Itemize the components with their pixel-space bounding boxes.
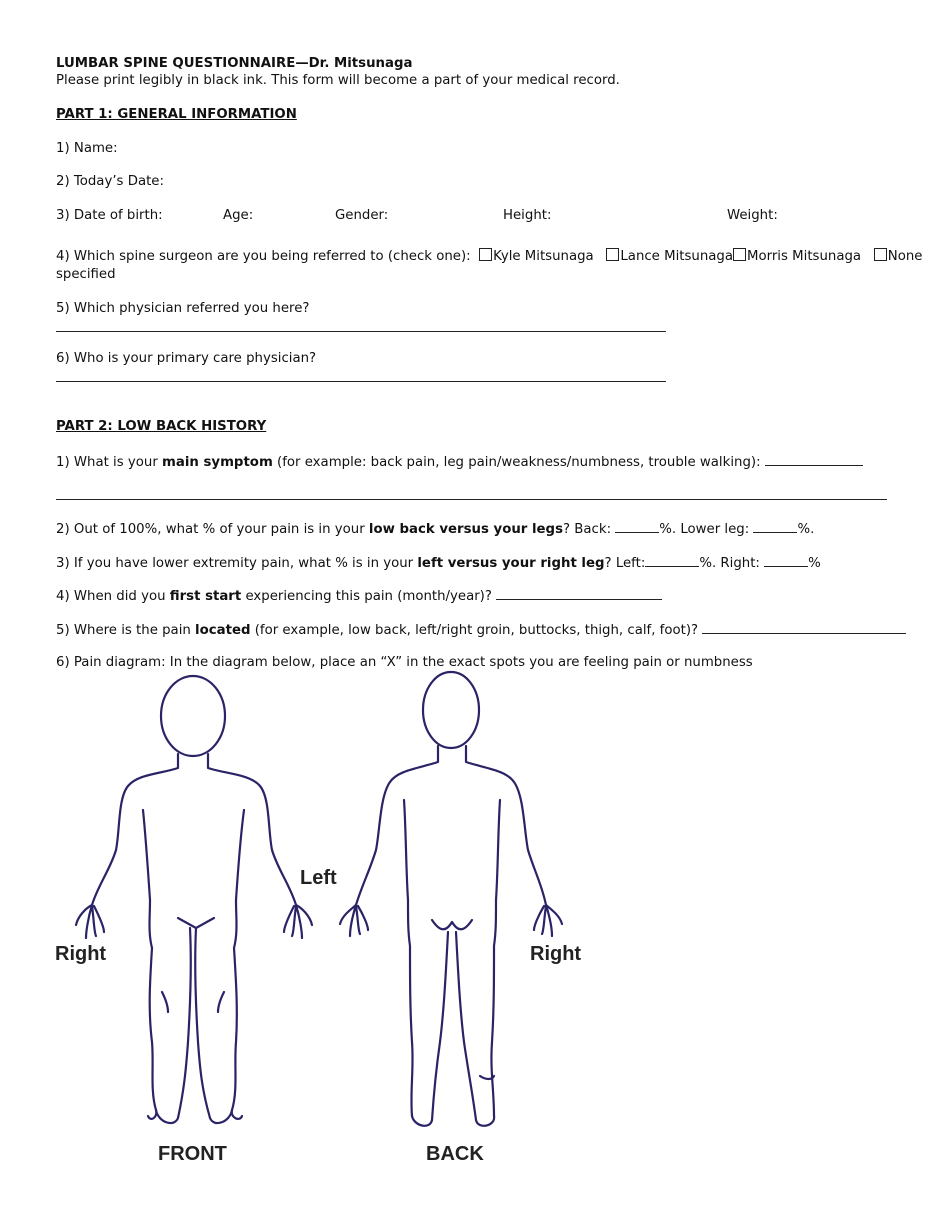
first-start-question	[56, 587, 662, 605]
main-symptom-question	[56, 453, 863, 471]
option-kyle: Kyle Mitsunaga	[493, 249, 594, 264]
weight-label: Weight:	[727, 208, 778, 223]
location-text-a: 5) Where is the pain	[56, 623, 196, 638]
left-percent-blank[interactable]	[645, 554, 699, 567]
todays-date-label: 2) Today’s Date:	[56, 174, 164, 189]
first-start-blank[interactable]	[496, 587, 662, 600]
part1-heading: PART 1: GENERAL INFORMATION	[56, 107, 297, 122]
gender-label: Gender:	[335, 208, 389, 223]
back-legs-emphasis: low back versus your legs	[368, 522, 563, 537]
back-legs-text-c: ? Back:	[563, 522, 616, 537]
location-emphasis: located	[195, 623, 251, 638]
back-vs-legs-question	[56, 520, 814, 538]
option-morris: Morris Mitsunaga	[747, 249, 862, 264]
part2-heading: PART 2: LOW BACK HISTORY	[56, 419, 267, 434]
back-legs-text-a: 2) Out of 100%, what % of your pain is in your	[56, 522, 369, 537]
main-symptom-text-c: (for example: back pain, leg pain/weakness/numbness, trouble walking):	[272, 455, 765, 470]
front-right-label: Right	[55, 943, 107, 965]
left-right-text-a: 3) If you have lower extremity pain, what % is in your	[56, 556, 418, 571]
back-body-figure[interactable]	[340, 672, 562, 1126]
checkbox-lance[interactable]	[606, 248, 619, 261]
checkbox-morris[interactable]	[733, 248, 746, 261]
surgeon-prompt: 4) Which spine surgeon are you being referred to (check one):	[56, 249, 471, 264]
height-label: Height:	[503, 208, 552, 223]
lower-leg-percent-blank[interactable]	[753, 520, 797, 533]
pain-location-question	[56, 621, 906, 639]
surgeon-question	[56, 248, 922, 265]
left-right-text-e: %	[808, 556, 821, 571]
front-body-figure[interactable]	[76, 676, 312, 1123]
primary-care-label: 6) Who is your primary care physician?	[56, 351, 317, 366]
back-legs-text-d: %. Lower leg:	[659, 522, 754, 537]
main-symptom-blank[interactable]	[765, 453, 863, 466]
checkbox-none[interactable]	[874, 248, 887, 261]
front-label: FRONT	[158, 1143, 227, 1165]
form-subtitle: Please print legibly in black ink. This form will become a part of your medical record.	[56, 73, 620, 88]
front-left-label: Left	[300, 867, 337, 889]
primary-care-line[interactable]	[56, 381, 666, 382]
back-percent-blank[interactable]	[615, 520, 659, 533]
left-right-text-c: ? Left:	[604, 556, 646, 571]
back-right-label: Right	[530, 943, 582, 965]
pain-diagram[interactable]	[0, 670, 950, 1200]
back-legs-text-e: %.	[797, 522, 815, 537]
main-symptom-text-a: 1) What is your	[56, 455, 163, 470]
age-label: Age:	[223, 208, 254, 223]
main-symptom-line[interactable]	[56, 499, 887, 500]
left-right-emphasis: left versus your right leg	[417, 556, 605, 571]
referring-physician-label: 5) Which physician referred you here?	[56, 301, 310, 316]
first-start-text-a: 4) When did you	[56, 589, 170, 604]
name-label: 1) Name:	[56, 141, 118, 156]
form-title: LUMBAR SPINE QUESTIONNAIRE—Dr. Mitsunaga	[56, 56, 413, 71]
referring-physician-line[interactable]	[56, 331, 666, 332]
right-percent-blank[interactable]	[764, 554, 808, 567]
pain-location-blank[interactable]	[702, 621, 906, 634]
first-start-emphasis: first start	[169, 589, 242, 604]
pain-diagram-instructions: 6) Pain diagram: In the diagram below, place an “X” in the exact spots you are feeling pain or numbness	[56, 655, 753, 670]
surgeon-continuation: specified	[56, 267, 116, 282]
option-none: None	[887, 249, 923, 264]
back-label: BACK	[426, 1143, 484, 1165]
main-symptom-emphasis: main symptom	[162, 455, 273, 470]
checkbox-kyle[interactable]	[479, 248, 492, 261]
location-text-c: (for example, low back, left/right groin, buttocks, thigh, calf, foot)?	[250, 623, 703, 638]
left-right-text-d: %. Right:	[699, 556, 765, 571]
dob-label: 3) Date of birth:	[56, 208, 163, 223]
option-lance: Lance Mitsunaga	[620, 249, 733, 264]
left-vs-right-question	[56, 554, 821, 572]
first-start-text-c: experiencing this pain (month/year)?	[241, 589, 497, 604]
